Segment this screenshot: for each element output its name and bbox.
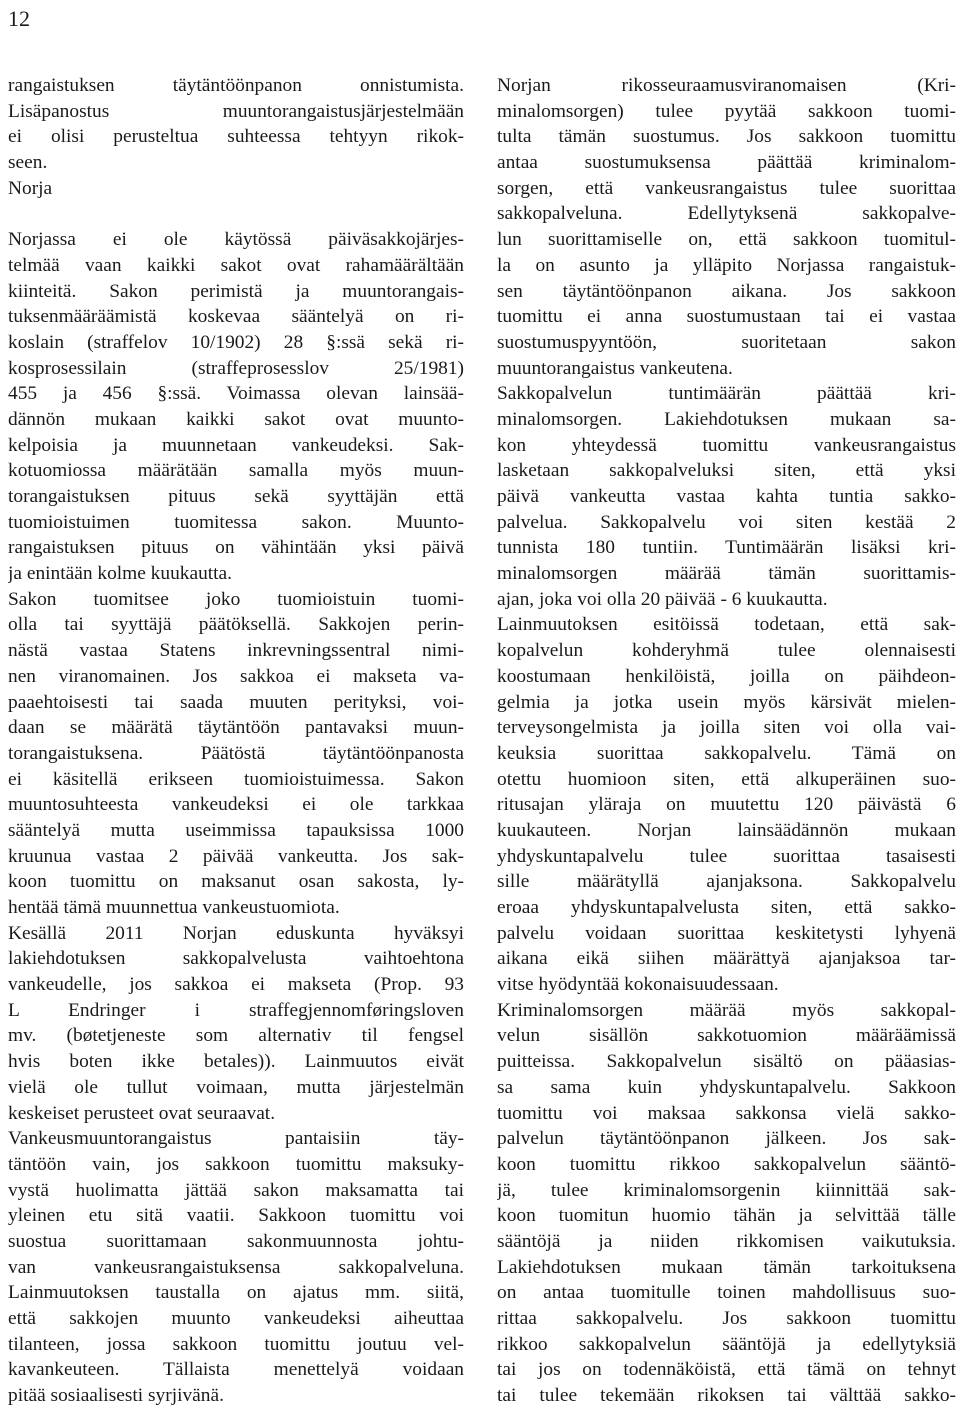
text-line: gelmia ja jotka usein myös kärsivät mielen-: [497, 691, 956, 713]
text-line: koon tuomitun huomio tähän ja selvittää tälle: [497, 1205, 956, 1227]
text-line: Lisäpanostus muuntorangaistusjärjestelmään: [8, 100, 464, 122]
text-line: antaa suostumuksensa päättää kriminalom-: [497, 152, 956, 174]
left-column: [8, 73, 464, 1409]
text-line: kruunua vastaa 2 päivää vankeutta. Jos sak-: [8, 845, 464, 867]
text-line: ei käsitellä erikseen tuomioistuimessa. Sakon: [8, 768, 464, 790]
text-line: Vankeusmuuntorangaistus pantaisiin täy-: [8, 1128, 464, 1150]
text-line: kosprosessilain (straffeprosesslov 25/1981): [8, 357, 464, 379]
text-line: tuksenmääräämistä koskevaa sääntelyä on ri-: [8, 306, 464, 328]
text-line: nen viranomainen. Jos sakkoa ei makseta va-: [8, 665, 464, 687]
text-line: Lainmuutoksen esitöissä todetaan, että sak-: [497, 614, 956, 636]
text-line: sa sama kuin yhdyskuntapalvelu. Sakkoon: [497, 1076, 956, 1098]
text-line: Kesällä 2011 Norjan eduskunta hyväksyi: [8, 922, 464, 944]
text-line: dännön mukaan kaikki sakot ovat muunto-: [8, 408, 464, 430]
text-line: Norja: [8, 177, 53, 199]
text-line: ajan, joka voi olla 20 päivää - 6 kuukautta.: [497, 588, 828, 610]
text-line: tuomittu voi maksaa sakkonsa vielä sakko-: [497, 1102, 956, 1124]
text-line: rittaa sakkopalvelu. Jos sakkoon tuomittu: [497, 1308, 956, 1329]
right-column: [497, 73, 956, 1409]
text-line: keskeiset perusteet ovat seuraavat.: [8, 1102, 276, 1124]
text-line: 455 ja 456 §:ssä. Voimassa olevan lainsää-: [8, 383, 464, 405]
text-line: vystä huolimatta jättää sakon maksamatta tai: [8, 1179, 464, 1201]
text-line: Lainmuutoksen taustalla on ajatus mm. siitä,: [8, 1282, 464, 1304]
text-line: [8, 201, 464, 227]
text-line: ritusajan yläraja on muutettu 120 päivästä 6: [497, 794, 956, 816]
text-line: minalomsorgen. Lakiehdotuksen mukaan sa-: [497, 408, 956, 430]
text-line: tai tulee tekemään rikoksen tai välttää sakko-: [497, 1385, 956, 1407]
text-line: terveysongelmista ja joilla siten voi olla vai-: [497, 717, 956, 739]
text-line: sakkopalveluna. Edellytyksenä sakkopalve-: [497, 203, 956, 225]
text-line: koon tuomittu on maksanut osan sakosta, ly-: [8, 871, 464, 893]
text-line: on antaa tuomitulle toinen mahdollisuus suo-: [497, 1282, 956, 1304]
text-line: päivä vankeutta vastaa kahta tuntia sakko-: [497, 486, 956, 507]
text-line: eroaa yhdyskuntapalvelusta siten, että sakko-: [497, 897, 956, 918]
text-line: rangaistuksen pituus on vähintään yksi päivä: [8, 537, 464, 559]
text-line: van vankeusrangaistuksensa sakkopalveluna.: [8, 1256, 464, 1278]
text-line: ei olisi perusteltua suhteessa tehtyyn rikok-: [8, 126, 464, 148]
text-line: Sakkopalvelun tuntimäärän päättää kri-: [497, 383, 956, 405]
text-line: tuomittu ei anna suostumustaan tai ei vastaa: [497, 306, 956, 328]
text-line: rangaistuksen täytäntöönpanon onnistumista.: [8, 75, 464, 96]
text-line: yhdyskuntapalvelu tulee suorittaa tasaisesti: [497, 845, 956, 867]
text-line: pitää sosiaalisesti syrjivänä.: [8, 1385, 224, 1407]
text-line: palvelun täytäntöönpanon jälkeen. Jos sak-: [497, 1128, 956, 1150]
text-line: sorgen, että vankeusrangaistus tulee suorittaa: [497, 177, 956, 199]
text-line: tunnista 180 tuntiin. Tuntimäärän lisäksi kri-: [497, 537, 956, 559]
text-line: Lakiehdotuksen mukaan tämän tarkoituksena: [497, 1256, 956, 1278]
text-line: tuomioistuimen tuomitessa sakon. Muunto-: [8, 511, 464, 533]
text-line: minalomsorgen määrää tämän suorittamis-: [497, 563, 956, 585]
text-line: hvis boten ikke betales)). Lainmuutos eivät: [8, 1051, 464, 1073]
text-line: ja enintään kolme kuukautta.: [8, 563, 232, 585]
text-line: sääntöjä ja niiden rikkomisen vaikutuksia.: [497, 1230, 956, 1252]
text-line: seen.: [8, 152, 48, 174]
text-line: torangaistuksen pituus sekä syyttäjän että: [8, 486, 464, 507]
text-line: Sakon tuomitsee joko tuomioistuin tuomi-: [8, 588, 464, 610]
text-line: kiinteitä. Sakon perimistä ja muuntorangais-: [8, 280, 464, 302]
text-line: koostumaan henkilöistä, joilla on päihdeon-: [497, 665, 956, 687]
text-line: torangaistuksena. Päätöstä täytäntöönpanosta: [8, 742, 464, 764]
text-line: L Endringer i straffegjennomføringsloven: [8, 999, 464, 1021]
text-line: keuksia suorittaa sakkopalvelu. Tämä on: [497, 742, 956, 764]
text-line: la on asunto ja ylläpito Norjassa rangaistuk-: [497, 254, 956, 276]
text-line: kavankeuteen. Tällaista menettelyä voidaan: [8, 1359, 464, 1381]
text-line: paaehtoisesti tai saada muuten perityksi, voi-: [8, 691, 464, 713]
text-line: aikana eikä siihen määrättyä ajanjaksoa tar-: [497, 948, 956, 970]
text-line: sääntelyä mutta useimmissa tapauksissa 1000: [8, 819, 464, 841]
text-line: koslain (straffelov 10/1902) 28 §:ssä sekä ri-: [8, 331, 464, 353]
text-line: kotuomiossa määrätään samalla myös muun-: [8, 460, 464, 482]
page-number: 12: [8, 6, 30, 31]
text-line: daan se määrätä täytäntöön pantavaksi muun-: [8, 717, 464, 739]
text-line: hentää tämä muunnettua vankeustuomiota.: [8, 897, 340, 918]
text-line: otettu huomioon siten, että alkuperäinen suo-: [497, 768, 956, 790]
text-line: jä, tulee kriminalomsorgenin kiinnittää sak-: [497, 1179, 956, 1201]
text-line: nästä vastaa Statens inkrevningssentral nimi-: [8, 640, 464, 662]
text-line: muuntosuhteesta vankeudeksi ei ole tarkkaa: [8, 794, 464, 816]
text-line: mv. (bøtetjeneste som alternativ til fengsel: [8, 1025, 464, 1047]
text-line: sille määrätyllä ajanjaksona. Sakkopalvelu: [497, 871, 956, 893]
text-line: muuntorangaistus vankeutena.: [497, 357, 733, 379]
text-line: palvelua. Sakkopalvelu voi siten kestää 2: [497, 511, 956, 533]
text-line: minalomsorgen) tulee pyytää sakkoon tuomi-: [497, 100, 956, 122]
text-line: kon yhteydessä tuomittu vankeusrangaistus: [497, 434, 956, 456]
text-line: puitteissa. Sakkopalvelun sisältö on pääasias-: [497, 1051, 956, 1073]
text-line: Norjassa ei ole käytössä päiväsakkojärjes-: [8, 229, 464, 251]
text-line: lun suorittamiselle on, että sakkoon tuomitul-: [497, 229, 956, 251]
text-line: suostua suorittamaan sakonmuunnosta johtu-: [8, 1230, 464, 1252]
text-line: telmää vaan kaikki sakot ovat rahamäärältään: [8, 254, 464, 276]
text-line: vankeudelle, jos sakkoa ei makseta (Prop. 93: [8, 974, 464, 996]
text-line: yleinen etu sitä vaatii. Sakkoon tuomittu voi: [8, 1205, 464, 1227]
text-line: olla tai syyttäjä päätöksellä. Sakkojen perin-: [8, 614, 464, 636]
text-line: Kriminalomsorgen määrää myös sakkopal-: [497, 999, 956, 1021]
text-line: että sakkojen muunto vankeudeksi aiheuttaa: [8, 1308, 464, 1329]
text-line: kopalvelun kohderyhmä tulee olennaisesti: [497, 640, 956, 662]
text-line: täntöön vain, jos sakkoon tuomittu maksuky-: [8, 1153, 464, 1175]
text-line: koon tuomittu rikkoo sakkopalvelun sääntö-: [497, 1153, 956, 1175]
text-line: tai jos on todennäköistä, että tämä on tehnyt: [497, 1359, 956, 1381]
text-line: velun sisällön sakkotuomion määräämissä: [497, 1025, 956, 1047]
text-line: suostumuspyyntöön, suoritetaan sakon: [497, 331, 956, 353]
text-line: vielä ole tullut voimaan, mutta järjestelmän: [8, 1076, 464, 1098]
text-line: vitse hyödyntää kokonaisuudessaan.: [497, 974, 779, 996]
text-line: Norjan rikosseuraamusviranomaisen (Kri-: [497, 75, 956, 96]
text-line: palvelu voidaan suorittaa keskitetysti lyhyenä: [497, 922, 956, 944]
text-line: tilanteen, jossa sakkoon tuomittu joutuu vel-: [8, 1333, 464, 1355]
text-line: kuukauteen. Norjan lainsäädännön mukaan: [497, 819, 956, 841]
text-line: lakiehdotuksen sakkopalvelusta vaihtoehtona: [8, 948, 464, 970]
text-line: tulta tämän suostumus. Jos sakkoon tuomittu: [497, 126, 956, 148]
text-line: lasketaan sakkopalveluksi siten, että yksi: [497, 460, 956, 482]
text-line: rikkoo sakkopalvelun sääntöjä ja edellytyksiä: [497, 1333, 956, 1355]
text-line: kelpoisia ja muunnetaan vankeudeksi. Sak-: [8, 434, 464, 456]
text-line: sen täytäntöönpanon aikana. Jos sakkoon: [497, 280, 956, 302]
